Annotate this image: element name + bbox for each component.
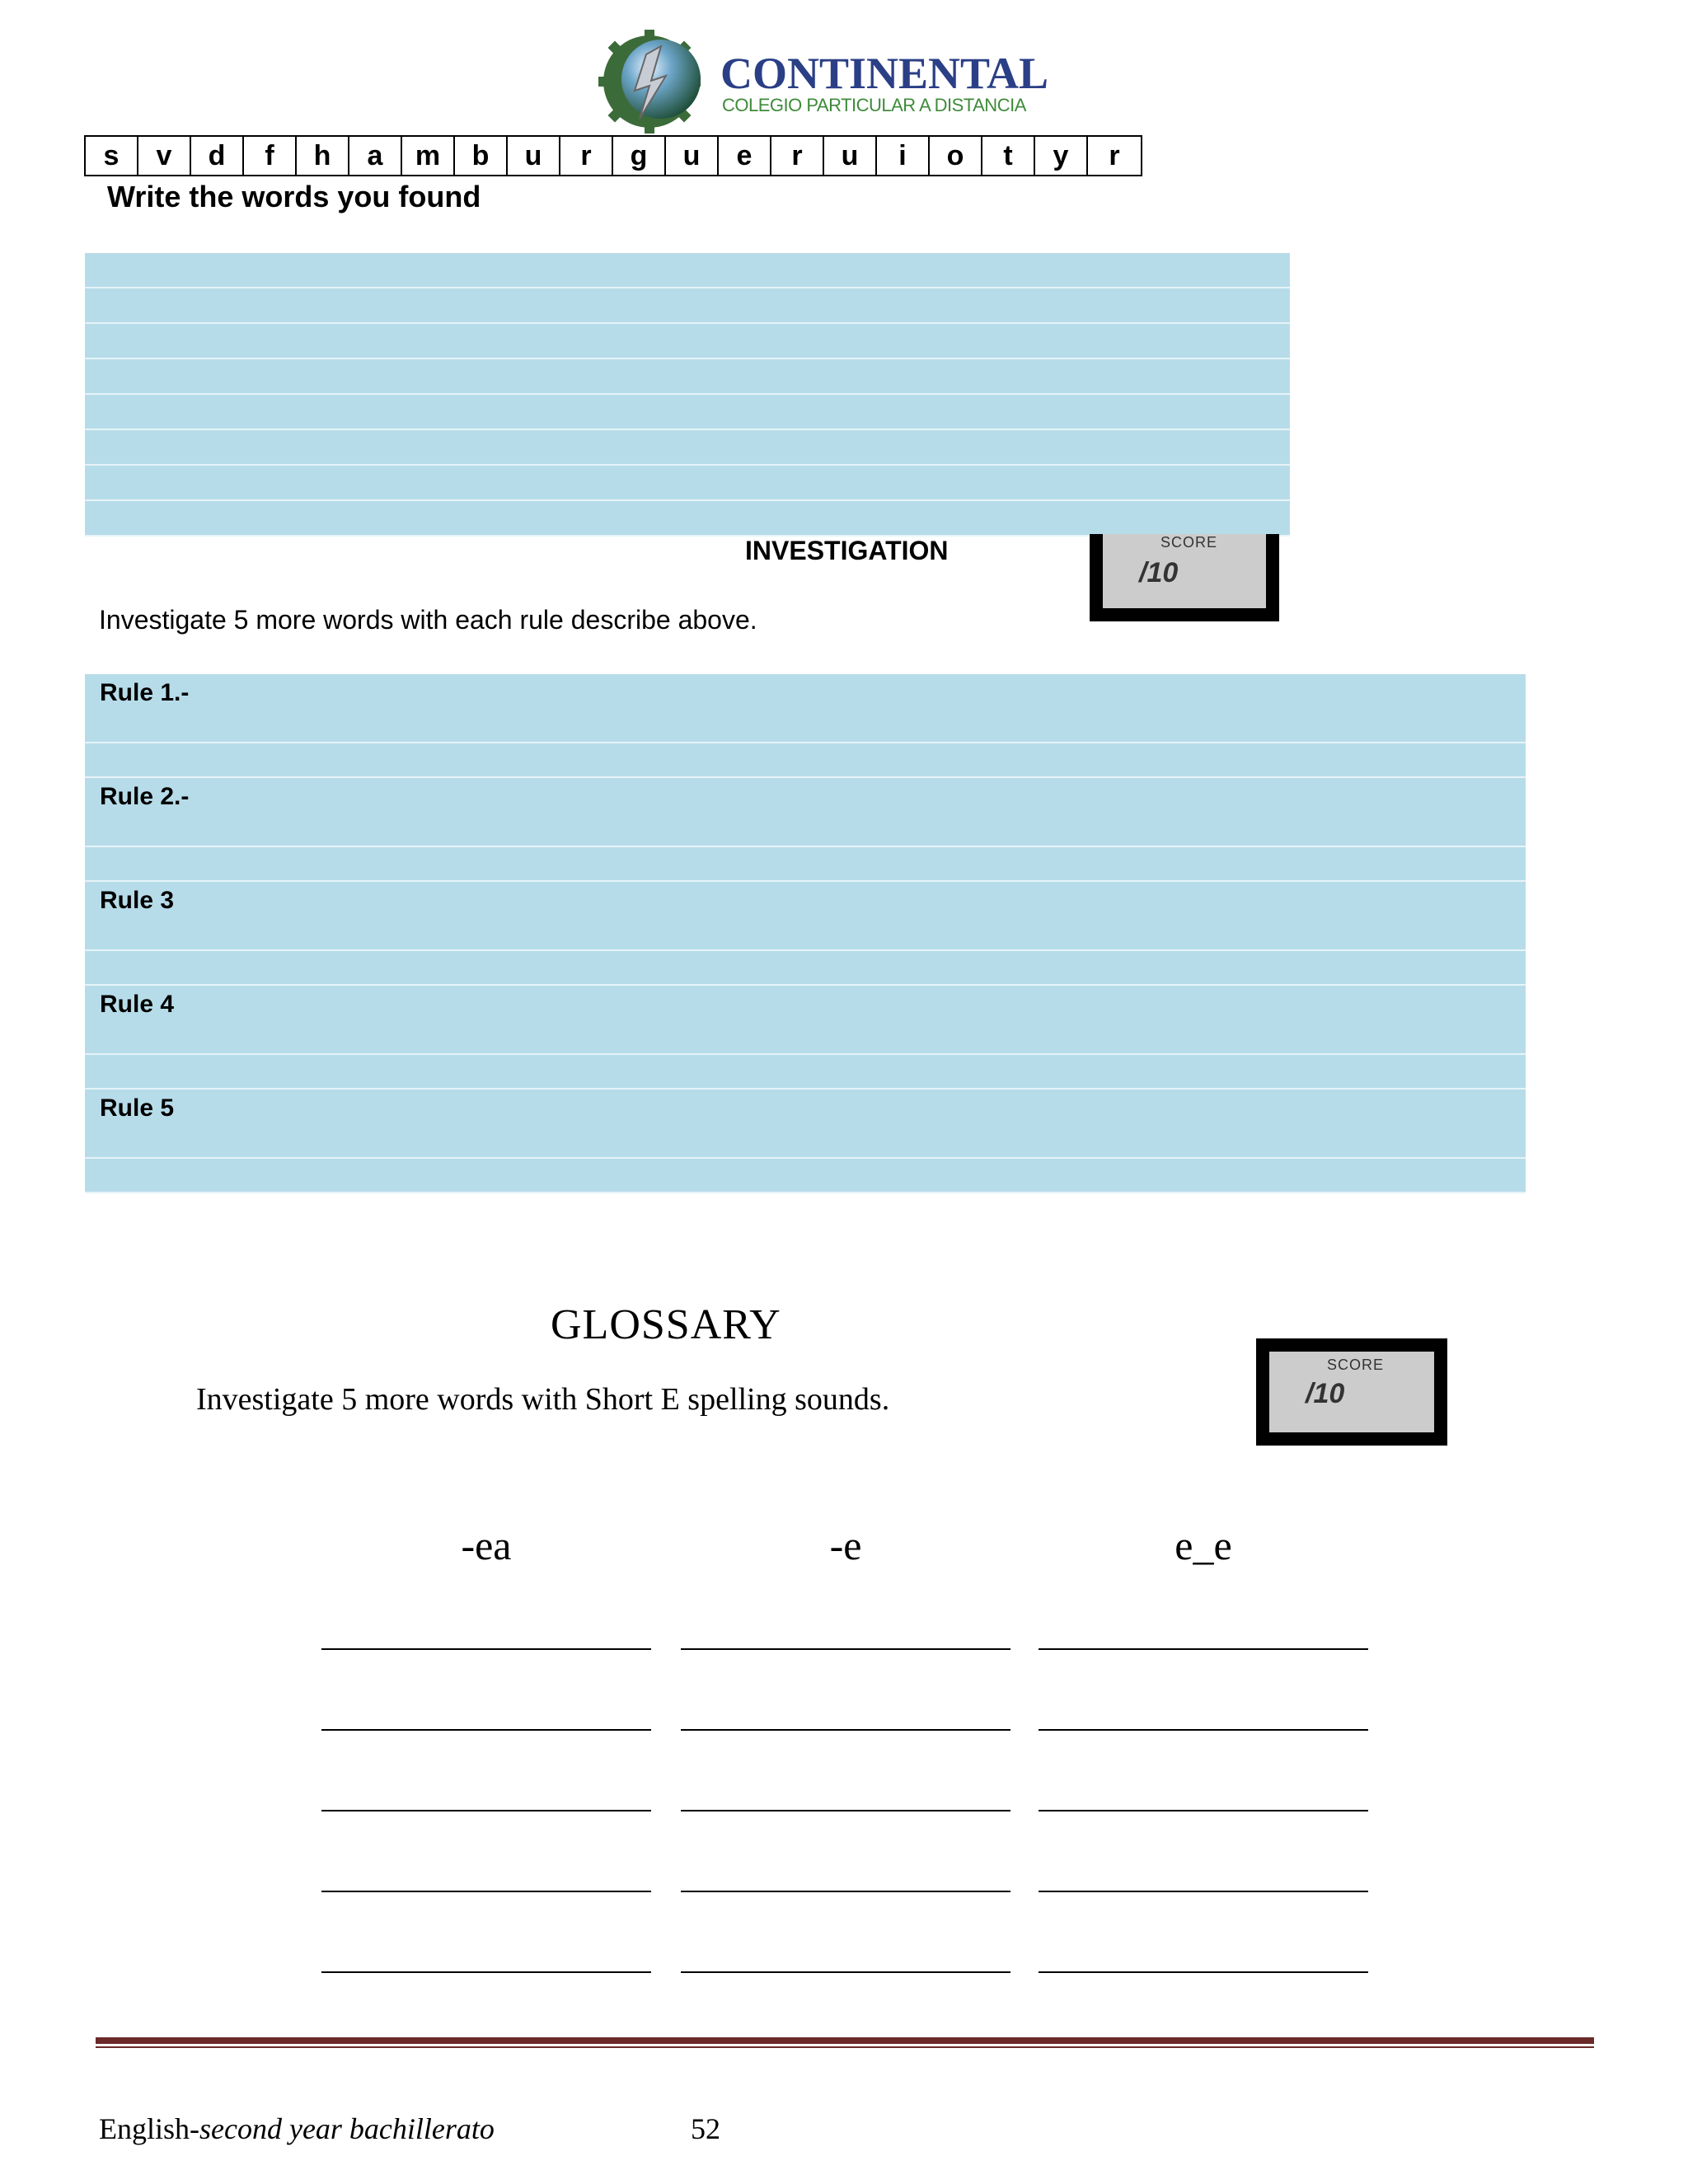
rule-row[interactable] [85,882,1526,951]
answer-line[interactable] [85,501,1290,537]
column-heading-e: -e [829,1522,862,1568]
letter-cell: o [930,137,982,175]
rules-table [85,674,1526,1193]
rule-label: Rule 1.- [100,679,190,706]
rule-label: Rule 4 [100,991,175,1018]
found-words-heading: Write the words you found [107,180,481,213]
blank-line[interactable] [681,1729,1010,1731]
letter-cell: s [86,137,138,175]
rule-answer-line[interactable] [85,743,1526,778]
answer-line[interactable] [85,288,1290,324]
word-search-row [84,135,1142,176]
rule-label: Rule 3 [100,887,175,914]
page-number: 52 [691,2112,720,2145]
footer-course [99,2111,495,2146]
letter-cell: t [982,137,1035,175]
letter-cell: b [455,137,508,175]
score-value: /10 [1139,557,1179,588]
letter-cell: y [1035,137,1088,175]
letter-cell: a [349,137,402,175]
blank-line[interactable] [681,1891,1010,1892]
blank-line[interactable] [321,1810,651,1811]
blank-line[interactable] [321,1648,651,1650]
rule-row[interactable] [85,1090,1526,1159]
investigation-score-box [1090,534,1279,621]
letter-cell: v [138,137,191,175]
rule-answer-line[interactable] [85,847,1526,882]
investigation-instruction: Investigate 5 more words with each rule describe above. [99,605,757,635]
blank-line[interactable] [1039,1648,1368,1650]
letter-cell: u [508,137,560,175]
blank-line[interactable] [1039,1810,1368,1811]
letter-cell: r [560,137,613,175]
letter-cell: m [402,137,455,175]
letter-cell: e [719,137,771,175]
letter-cell: h [297,137,349,175]
blank-line[interactable] [321,1729,651,1731]
answer-line[interactable] [85,253,1290,288]
globe-gear-icon [582,30,719,134]
blank-line[interactable] [321,1971,651,1973]
score-value: /10 [1306,1378,1345,1409]
answer-line[interactable] [85,395,1290,430]
rule-label: Rule 5 [100,1094,175,1122]
letter-cell: r [771,137,824,175]
school-logo [582,30,1049,134]
rule-row[interactable] [85,778,1526,847]
rule-label: Rule 2.- [100,783,190,810]
letter-cell: f [244,137,297,175]
answer-line[interactable] [85,466,1290,501]
investigation-title: INVESTIGATION [745,536,949,565]
rule-row[interactable] [85,986,1526,1055]
score-label: SCORE [1327,1357,1385,1373]
glossary-instruction: Investigate 5 more words with Short E spelling sounds. [196,1382,890,1417]
footer-subject: English- [99,2112,199,2145]
letter-cell: i [877,137,930,175]
footer-course-name: second year bachillerato [199,2112,495,2145]
blank-line[interactable] [681,1648,1010,1650]
blank-line[interactable] [681,1971,1010,1973]
blank-line[interactable] [681,1810,1010,1811]
logo-brand: CONTINENTAL [720,49,1049,98]
glossary-title: GLOSSARY [551,1301,781,1348]
column-heading-e_e: e_e [1175,1522,1232,1568]
found-words-area [85,253,1290,537]
footer-divider [96,2037,1594,2049]
letter-cell: u [824,137,877,175]
blank-line[interactable] [1039,1971,1368,1973]
blank-line[interactable] [1039,1891,1368,1892]
rule-answer-line[interactable] [85,1159,1526,1193]
glossary-score-box [1256,1338,1447,1446]
answer-line[interactable] [85,430,1290,466]
rule-answer-line[interactable] [85,951,1526,986]
blank-line[interactable] [1039,1729,1368,1731]
letter-cell: r [1109,140,1120,171]
answer-line[interactable] [85,359,1290,395]
score-label: SCORE [1160,534,1218,551]
rule-answer-line[interactable] [85,1055,1526,1090]
logo-subtitle: COLEGIO PARTICULAR A DISTANCIA [722,95,1026,115]
letter-cell: d [191,137,244,175]
answer-line[interactable] [85,324,1290,359]
letter-cell: g [613,137,666,175]
blank-line[interactable] [321,1891,651,1892]
column-heading-ea: -ea [461,1522,512,1568]
rule-row[interactable] [85,674,1526,743]
letter-cell: u [666,137,719,175]
